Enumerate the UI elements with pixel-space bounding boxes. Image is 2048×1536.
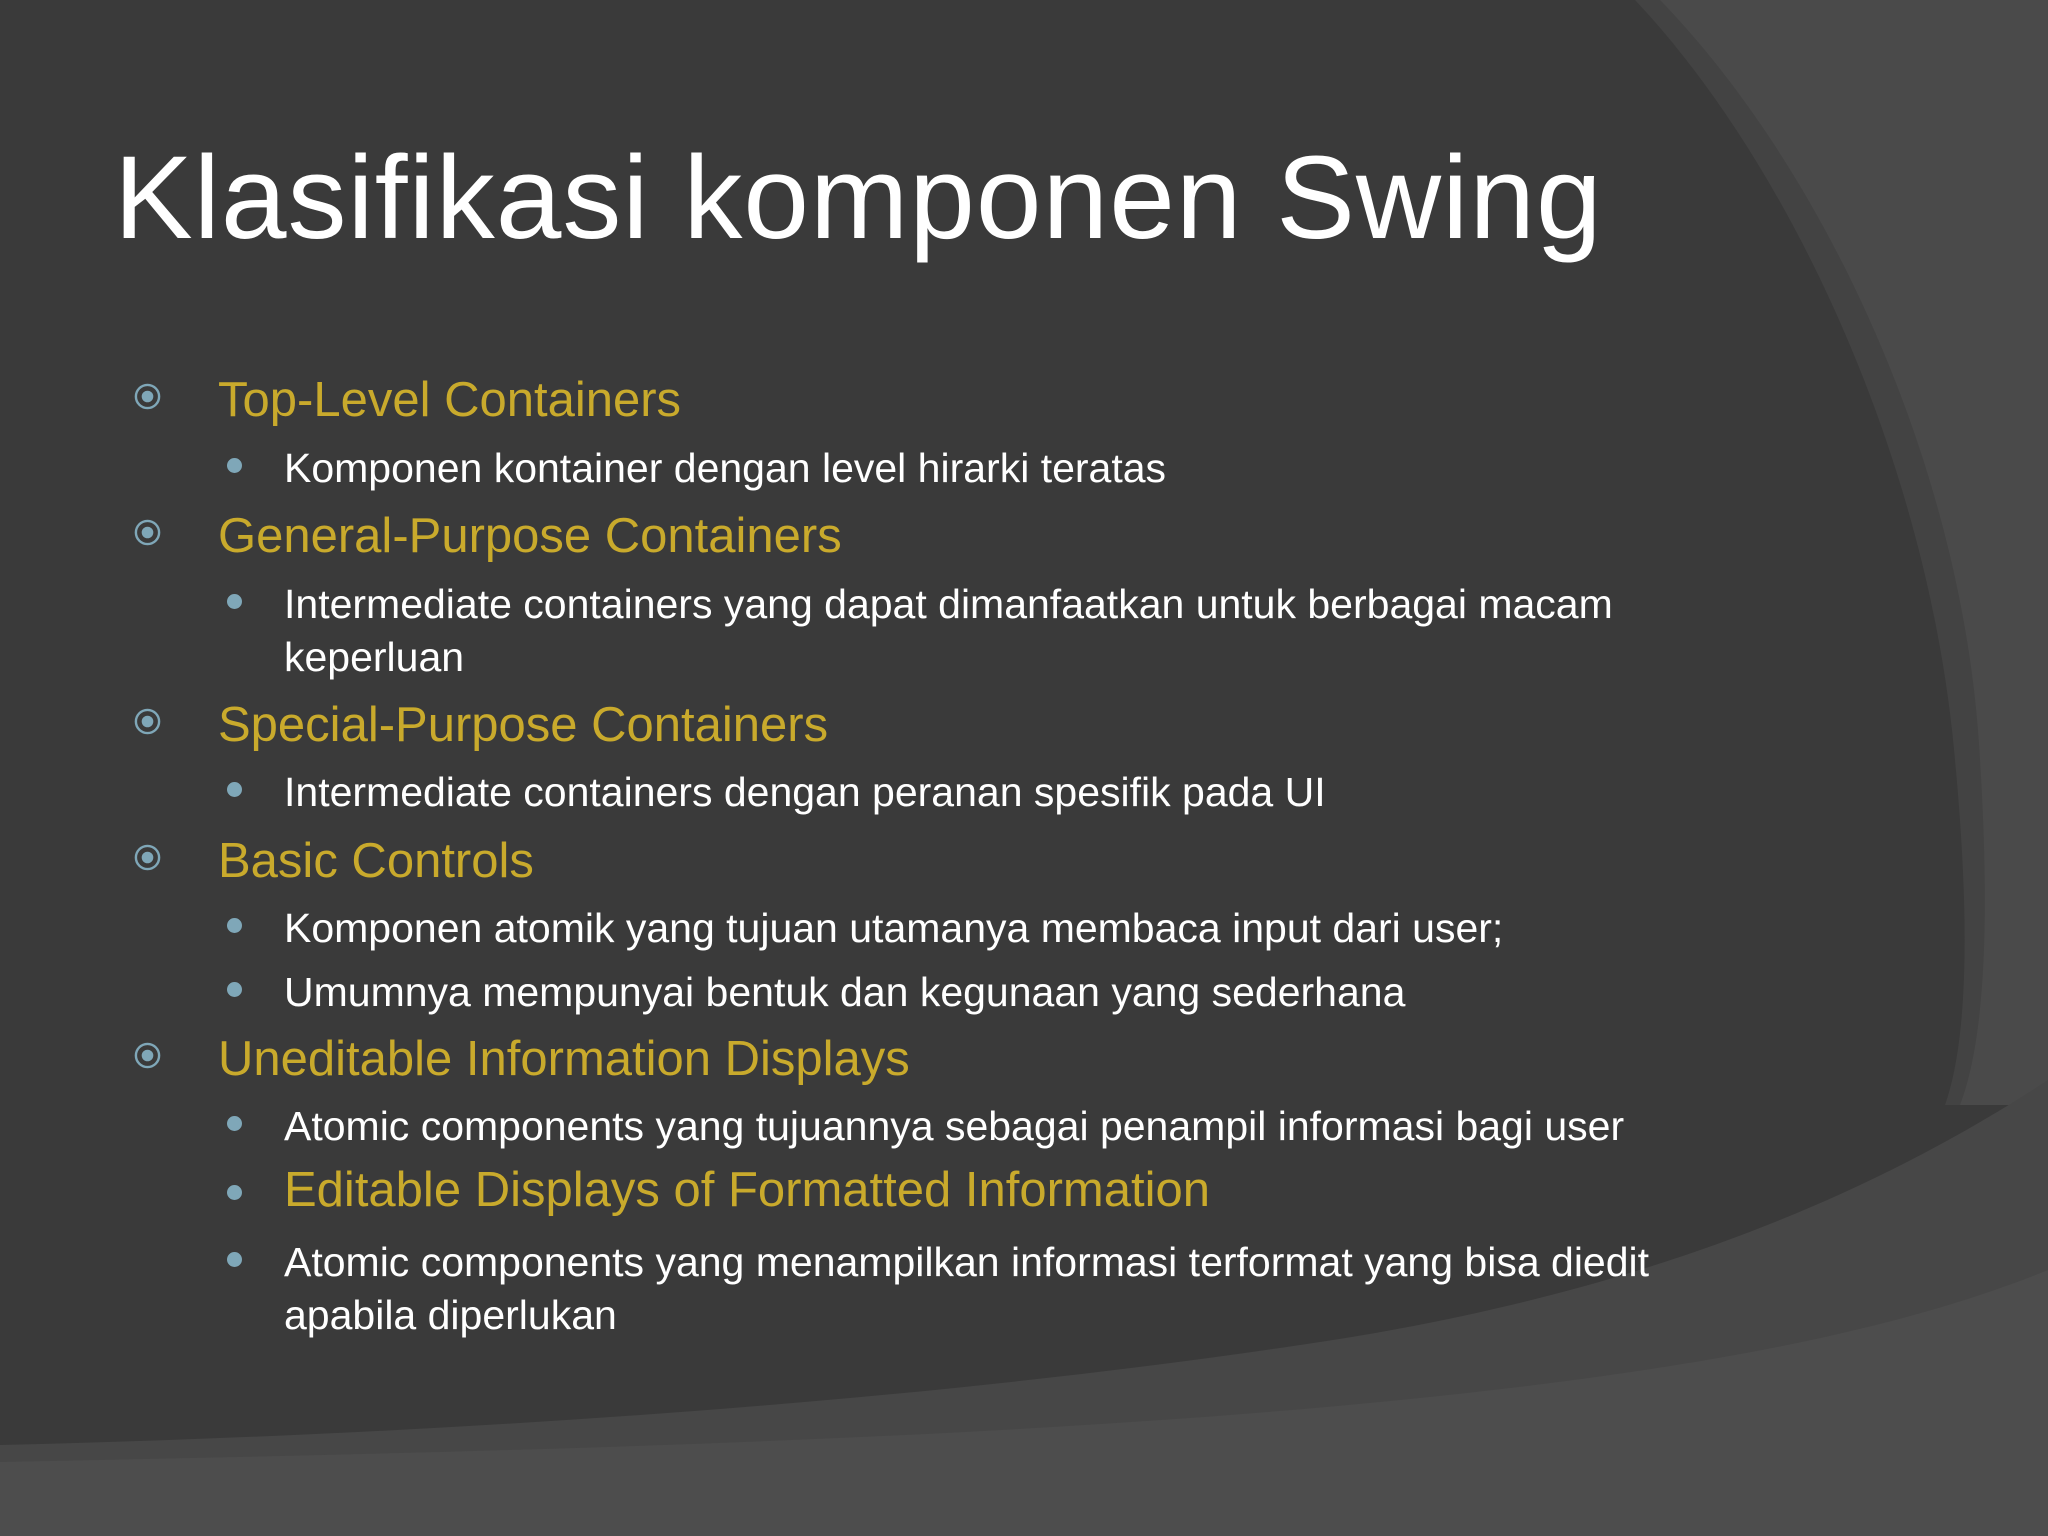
heading-basic-controls: Basic Controls <box>218 834 534 888</box>
dot-bullet-icon <box>227 782 242 797</box>
target-bullet-icon <box>133 707 162 736</box>
heading-general-purpose-containers: General-Purpose Containers <box>218 509 842 563</box>
target-bullet-icon <box>133 843 162 872</box>
target-bullet-icon <box>133 518 162 547</box>
detail-general-purpose-line-2: keperluan <box>284 634 465 680</box>
dot-bullet-icon <box>227 1185 242 1200</box>
slide-title: Klasifikasi komponen Swing <box>114 132 1603 264</box>
heading-top-level-containers: Top-Level Containers <box>218 373 682 427</box>
detail-top-level-containers: Komponen kontainer dengan level hirarki teratas <box>284 445 1167 491</box>
target-bullet-icon <box>133 1041 162 1070</box>
heading-special-purpose-containers: Special-Purpose Containers <box>218 698 829 752</box>
dot-bullet-icon <box>227 982 242 997</box>
dot-bullet-icon <box>227 918 242 933</box>
detail-editable-displays-heading: Editable Displays of Formatted Information <box>284 1163 1210 1217</box>
detail-basic-controls-2: Umumnya mempunyai bentuk dan kegunaan yang sederhana <box>284 969 1406 1015</box>
dot-bullet-icon <box>227 594 242 609</box>
dot-bullet-icon <box>227 1252 242 1267</box>
detail-basic-controls-1: Komponen atomik yang tujuan utamanya membaca input dari user; <box>284 905 1504 951</box>
detail-editable-displays-line-2: apabila diperlukan <box>284 1292 617 1338</box>
heading-uneditable-information-displays: Uneditable Information Displays <box>218 1032 910 1086</box>
detail-special-purpose-containers: Intermediate containers dengan peranan spesifik pada UI <box>284 769 1326 815</box>
dot-bullet-icon <box>227 458 242 473</box>
dot-bullet-icon <box>227 1116 242 1131</box>
detail-general-purpose-line-1: Intermediate containers yang dapat dimanfaatkan untuk berbagai macam <box>284 581 1613 627</box>
detail-editable-displays-line-1: Atomic components yang menampilkan informasi terformat yang bisa diedit <box>284 1239 1650 1285</box>
target-bullet-icon <box>133 382 162 411</box>
detail-uneditable-information-displays: Atomic components yang tujuannya sebagai penampil informasi bagi user <box>284 1103 1625 1149</box>
